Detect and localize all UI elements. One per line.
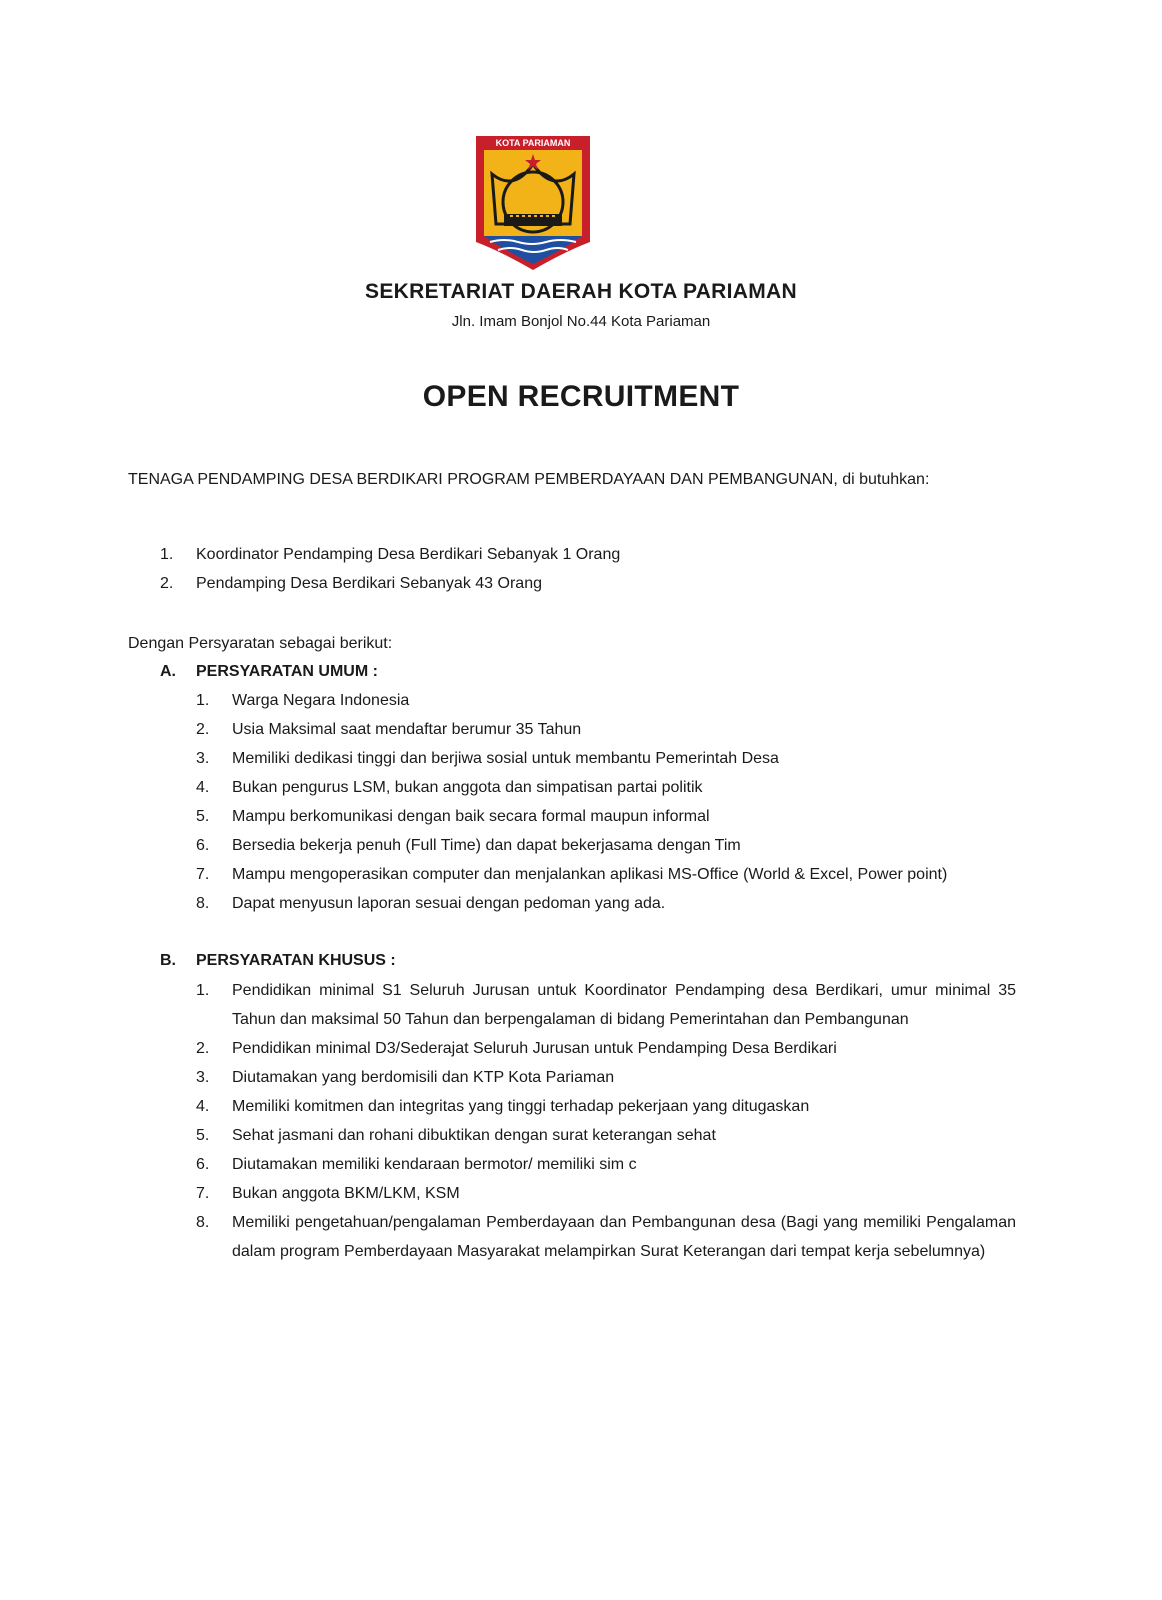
- document-title: OPEN RECRUITMENT: [422, 380, 740, 413]
- list-item: 4. Bukan pengurus LSM, bukan anggota dan simpatisan partai politik: [196, 779, 703, 796]
- list-item: 8. Memiliki pengetahuan/pengalaman Pemberdayaan dan Pembangunan desa (Bagi yang memiliki Pengalaman dalam program Pemberdayaan Masyarakat melampirkan Surat Keterangan dari tempat kerja sebelumnya): [196, 1214, 1016, 1260]
- list-item: 3. Memiliki dedikasi tinggi dan berjiwa sosial untuk membantu Pemerintah Desa: [196, 750, 779, 767]
- list-item: 3. Diutamakan yang berdomisili dan KTP Kota Pariaman: [196, 1069, 615, 1086]
- special-requirements-heading: B. PERSYARATAN KHUSUS :: [160, 952, 396, 969]
- organization-name: SEKRETARIAT DAERAH KOTA PARIAMAN: [365, 280, 797, 303]
- general-requirements-list: [196, 686, 1016, 918]
- svg-text:KOTA PARIAMAN: KOTA PARIAMAN: [495, 138, 571, 148]
- general-requirements-heading: A. PERSYARATAN UMUM :: [160, 663, 378, 680]
- list-item: 1. Pendidikan minimal S1 Seluruh Jurusan untuk Koordinator Pendamping desa Berdikari, umur minimal 35 Tahun dan maksimal 50 Tahun dan berpengalaman di bidang Pemerintahan dan Pembangunan: [196, 982, 1016, 1028]
- kota-pariaman-emblem: [474, 134, 592, 272]
- list-item: 6. Diutamakan memiliki kendaraan bermotor/ memiliki sim c: [196, 1156, 637, 1173]
- list-item: 2. Usia Maksimal saat mendaftar berumur 35 Tahun: [196, 721, 582, 738]
- list-item: 8. Dapat menyusun laporan sesuai dengan pedoman yang ada.: [196, 895, 666, 912]
- list-item: 4. Memiliki komitmen dan integritas yang tinggi terhadap pekerjaan yang ditugaskan: [196, 1098, 810, 1115]
- emblem-label: [496, 138, 571, 148]
- list-item: 6. Bersedia bekerja penuh (Full Time) dan dapat bekerjasama dengan Tim: [196, 837, 741, 854]
- list-item: 2. Pendamping Desa Berdikari Sebanyak 43 Orang: [160, 575, 542, 592]
- list-item: 7. Mampu mengoperasikan computer dan menjalankan aplikasi MS-Office (World & Excel, Power point): [196, 866, 948, 883]
- positions-list: [160, 540, 1020, 598]
- special-requirements-list: [196, 976, 1016, 1266]
- list-item: 2. Pendidikan minimal D3/Sederajat Seluruh Jurusan untuk Pendamping Desa Berdikari: [196, 1040, 837, 1057]
- list-item: 1. Koordinator Pendamping Desa Berdikari Sebanyak 1 Orang: [160, 546, 621, 563]
- requirements-intro: Dengan Persyaratan sebagai berikut:: [128, 635, 393, 652]
- list-item: 5. Sehat jasmani dan rohani dibuktikan dengan surat keterangan sehat: [196, 1127, 716, 1144]
- list-item: 7. Bukan anggota BKM/LKM, KSM: [196, 1185, 460, 1202]
- intro-paragraph: TENAGA PENDAMPING DESA BERDIKARI PROGRAM PEMBERDAYAAN DAN PEMBANGUNAN, di butuhkan:: [128, 471, 930, 488]
- organization-address: Jln. Imam Bonjol No.44 Kota Pariaman: [451, 313, 711, 330]
- list-item: 1. Warga Negara Indonesia: [196, 692, 410, 709]
- list-item: 5. Mampu berkomunikasi dengan baik secara formal maupun informal: [196, 808, 710, 825]
